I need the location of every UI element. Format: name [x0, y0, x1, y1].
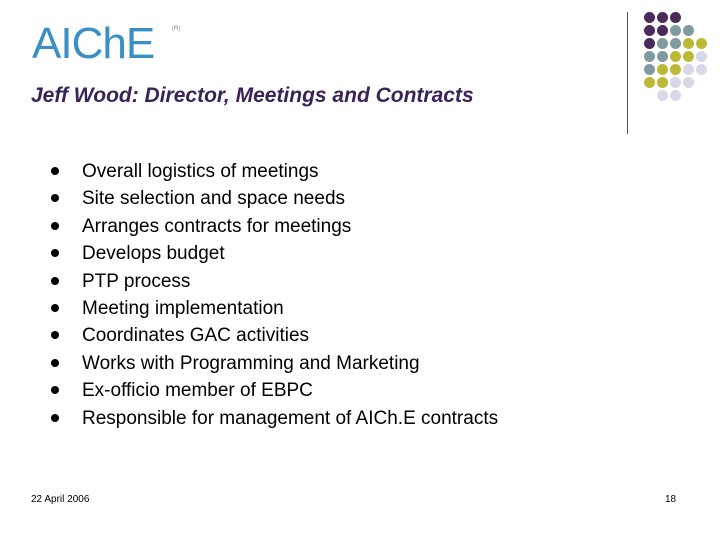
- dot: [683, 77, 694, 88]
- list-item-text: Ex-officio member of EBPC: [82, 380, 313, 402]
- dot: [670, 12, 681, 23]
- dot: [696, 51, 707, 62]
- dot: [683, 25, 694, 36]
- decorative-dot-grid: [642, 12, 712, 122]
- dot: [670, 51, 681, 62]
- logo-registered-mark: (R): [172, 26, 181, 32]
- list-item-text: Site selection and space needs: [82, 188, 346, 210]
- list-item-text: Arranges contracts for meetings: [82, 215, 352, 237]
- dot: [683, 51, 694, 62]
- vertical-divider: [627, 12, 628, 134]
- bullet-icon: [51, 414, 59, 422]
- bullet-icon: [51, 222, 59, 230]
- dot: [696, 64, 707, 75]
- dot: [670, 77, 681, 88]
- list-item: [50, 242, 498, 269]
- list-item: [50, 215, 498, 242]
- dot: [670, 64, 681, 75]
- dot: [657, 51, 668, 62]
- dot: [644, 64, 655, 75]
- dot: [683, 38, 694, 49]
- dot: [657, 64, 668, 75]
- list-item-text: Coordinates GAC activities: [82, 325, 310, 347]
- dot: [670, 25, 681, 36]
- list-item: [50, 297, 498, 324]
- dot: [657, 25, 668, 36]
- dot: [657, 38, 668, 49]
- dot: [644, 77, 655, 88]
- list-item-text: Responsible for management of AICh.E contracts: [82, 407, 499, 429]
- bullet-icon: [51, 359, 59, 367]
- list-item: [50, 352, 498, 379]
- bullet-icon: [51, 194, 59, 202]
- dot: [670, 90, 681, 101]
- dot: [644, 12, 655, 23]
- list-item-text: PTP process: [82, 270, 191, 292]
- slide-title: Jeff Wood: Director, Meetings and Contracts: [31, 84, 474, 107]
- dot: [644, 25, 655, 36]
- list-item: [50, 270, 498, 297]
- list-item-text: Meeting implementation: [82, 297, 284, 319]
- dot: [657, 12, 668, 23]
- dot: [683, 64, 694, 75]
- bullet-icon: [51, 386, 59, 394]
- bullet-icon: [51, 249, 59, 257]
- list-item: [50, 187, 498, 214]
- bullet-icon: [51, 331, 59, 339]
- bullet-icon: [51, 304, 59, 312]
- dot: [696, 38, 707, 49]
- list-item-text: Overall logistics of meetings: [82, 161, 319, 182]
- bullet-list: [50, 160, 498, 434]
- dot: [657, 77, 668, 88]
- list-item: [50, 379, 498, 406]
- aiche-logo: [32, 20, 154, 68]
- logo-text: AIChE: [32, 19, 155, 68]
- bullet-icon: [51, 277, 59, 285]
- list-item: [50, 160, 498, 187]
- dot: [657, 90, 668, 101]
- list-item: [50, 324, 498, 351]
- dot: [644, 38, 655, 49]
- bullet-icon: [51, 167, 59, 175]
- footer-date: 22 April 2006: [31, 494, 90, 505]
- dot: [644, 51, 655, 62]
- dot: [670, 38, 681, 49]
- list-item: [50, 407, 498, 434]
- list-item-text: Develops budget: [82, 243, 225, 265]
- page-number: 18: [665, 494, 677, 505]
- list-item-text: Works with Programming and Marketing: [82, 352, 420, 374]
